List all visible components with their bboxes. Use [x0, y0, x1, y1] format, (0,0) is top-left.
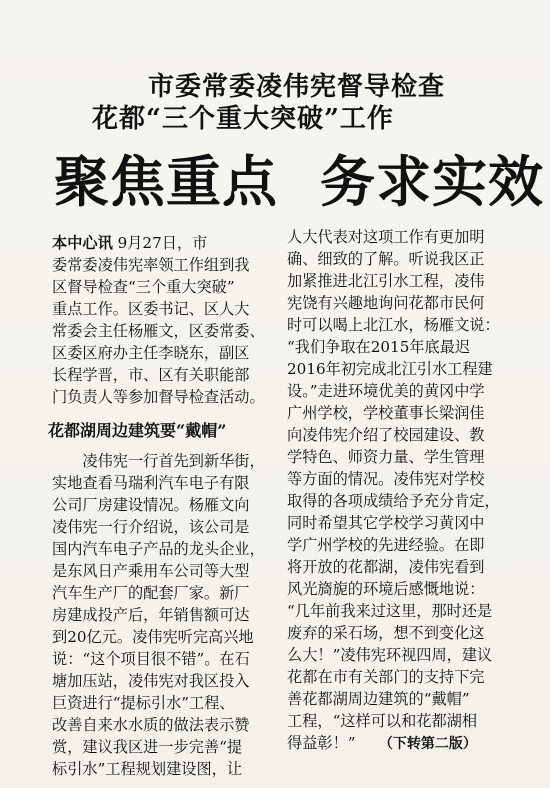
- intro-line: 委常委凌伟宪率领工作组到我: [52, 256, 250, 274]
- subtitle-line-1: 市委常委凌伟宪督导检查: [148, 72, 446, 102]
- body-line: 赏，建议我区进一步完善“提: [52, 738, 243, 756]
- body-line: 人大代表对这项工作有更加明: [287, 228, 485, 246]
- body-line: 同时希望其它学校学习黄冈中: [287, 514, 485, 532]
- body-line: 善花都湖周边建筑的“戴帽”: [287, 690, 470, 708]
- intro-lead: 本中心讯: [52, 234, 113, 252]
- body-line: 取得的各项成绩给予充分肯定，: [287, 492, 500, 510]
- body-line: 标引水”工程规划建设图，让: [52, 760, 243, 778]
- last-line-text: 得益彰！”: [287, 734, 356, 752]
- headline-part-1: 聚焦重点: [54, 150, 279, 214]
- headline: [54, 138, 545, 217]
- right-column: [287, 226, 521, 754]
- body-line: 废弃的采石场，想不到变化这: [287, 624, 485, 642]
- intro-line: 重点工作。区委书记、区人大: [52, 300, 250, 318]
- body-line: 巨资进行“提标引水”工程、: [52, 694, 235, 712]
- intro-text: 9月27日，市: [112, 234, 208, 252]
- continued-note: （下转第二版）: [385, 736, 477, 752]
- body-line: 时可以喝上北江水，杨雁文说：: [287, 316, 500, 334]
- body-line: 塘加压站，凌伟宪对我区投入: [52, 672, 250, 690]
- section-title: 花都湖周边建筑要“戴帽”: [48, 421, 227, 440]
- body-line: 设。”走进环境优美的黄冈中学: [287, 382, 485, 400]
- body-line: 宪饶有兴趣地询问花都市民何: [287, 294, 485, 312]
- body-line: 风光旖旎的环境后感慨地说：: [287, 580, 485, 598]
- body-line: 加紧推进北江引水工程，凌伟: [287, 272, 485, 290]
- body-line: 凌伟宪一行介绍说，该公司是: [52, 518, 250, 536]
- body-line: 学广州学校的先进经验。在即: [287, 536, 485, 554]
- body-line: 到20亿元。凌伟宪听完高兴地: [52, 628, 254, 646]
- subtitle-line-2: 花都“三个重大突破”工作: [92, 104, 394, 134]
- body-line: 等方面的情况。凌伟宪对学校: [287, 470, 485, 488]
- body-line: 将开放的花都湖，凌伟宪看到: [287, 558, 485, 576]
- body-line: 2016年初完成北江引水工程建: [287, 360, 493, 378]
- body-line: 汽车生产厂的配套厂家。新厂: [52, 584, 250, 602]
- body-line: 花都在市有关部门的支持下完: [287, 668, 485, 686]
- body-line: “几年前我来过这里，那时还是: [287, 602, 493, 620]
- intro-line: 区督导检查“三个重大突破”: [52, 278, 235, 296]
- intro-line: 长程学晋，市、区有关职能部: [52, 366, 250, 384]
- body-line: 房建成投产后，年销售额可达: [52, 606, 250, 624]
- body-line: 改善自来水水质的做法表示赞: [52, 716, 250, 734]
- left-column: [48, 232, 296, 780]
- body-line: 是东风日产乘用车公司等大型: [52, 562, 250, 580]
- body-line: 学特色、师资力量、学生管理: [287, 448, 485, 466]
- body-line: “我们争取在2015年底最迟: [287, 338, 471, 356]
- body-line: 工程，“这样可以和花都湖相: [287, 712, 478, 730]
- body-line: 实地查看马瑞利汽车电子有限: [52, 474, 250, 492]
- body-line: 说：“这个项目很不错”。在石: [52, 650, 250, 668]
- body-line-last: [287, 732, 521, 754]
- body-line: 向凌伟宪介绍了校园建设、教: [287, 426, 485, 444]
- intro-line: 区委区府办主任李晓东，副区: [52, 344, 250, 362]
- intro-line: [52, 232, 296, 254]
- intro-line: 门负责人等参加督导检查活动。: [52, 388, 265, 406]
- headline-part-2: 务求实效: [320, 150, 545, 214]
- intro-line: 常委会主任杨雁文，区委常委、: [52, 322, 265, 340]
- body-line: 确、细致的了解。听说我区正: [287, 250, 485, 268]
- body-line: 广州学校，学校董事长梁润佳: [287, 404, 485, 422]
- body-line: 国内汽车电子产品的龙头企业，: [52, 540, 265, 558]
- body-line: 公司厂房建设情况。杨雁文向: [52, 496, 250, 514]
- body-line: 么大！”凌伟宪环视四周，建议: [287, 646, 493, 664]
- body-line: 凌伟宪一行首先到新华街，: [52, 452, 265, 470]
